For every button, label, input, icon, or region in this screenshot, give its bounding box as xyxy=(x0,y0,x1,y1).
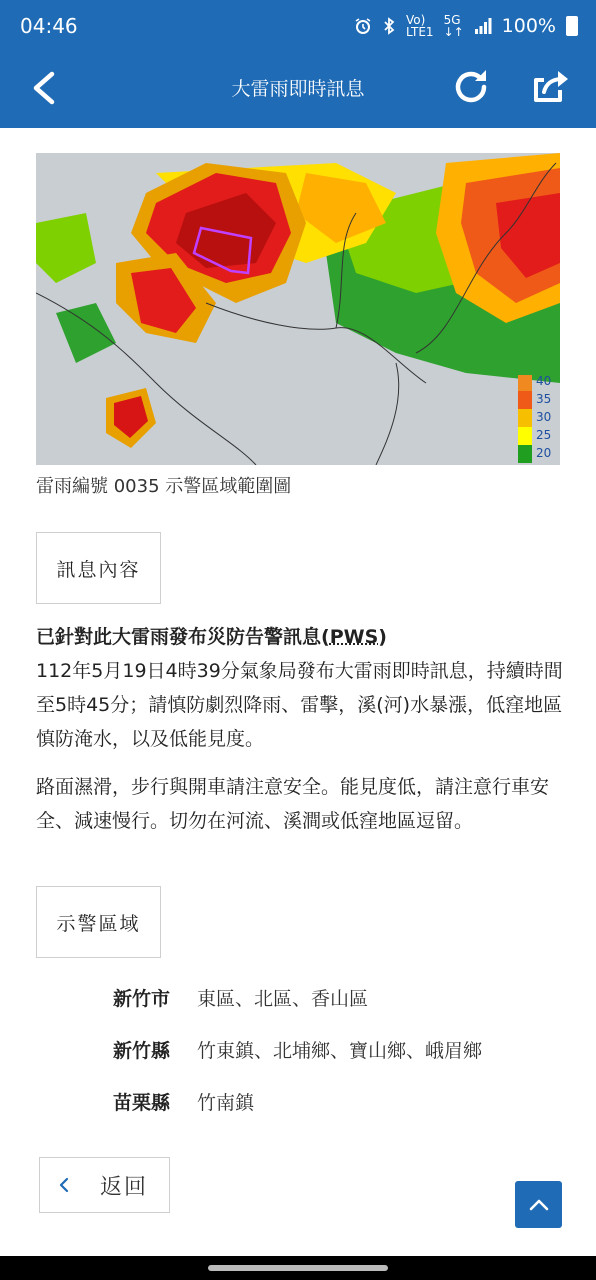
chevron-left-icon xyxy=(56,1177,72,1193)
return-button-label: 返回 xyxy=(100,1174,149,1200)
message-title xyxy=(36,622,387,649)
alarm-icon xyxy=(354,17,372,35)
area-row xyxy=(113,984,573,1011)
message-paragraph-1: 112年5月19日4時39分氣象局發布大雷雨即時訊息，持續時間至5時45分；請慎防劇烈降雨、雷擊，溪(河)水暴漲，低窪地區慎防淹水，以及低能見度。 xyxy=(36,660,563,750)
area-row xyxy=(113,1036,573,1063)
data-arrows-label: ↓↑ xyxy=(443,25,464,39)
scroll-to-top-button[interactable] xyxy=(515,1181,562,1228)
refresh-icon xyxy=(448,64,494,110)
lte-label: LTE1 xyxy=(405,25,434,39)
share-icon xyxy=(530,66,574,110)
battery-icon xyxy=(566,16,578,36)
system-nav-bar xyxy=(0,1256,596,1280)
message-paragraph-2: 路面濕滑，步行與開車請注意安全。能見度低，請注意行車安全、減速慢行。切勿在河流、溪澗或低窪地區逗留。 xyxy=(36,776,550,832)
refresh-button[interactable] xyxy=(448,64,494,110)
legend-label-30: 30 xyxy=(536,410,552,424)
area-county: 新竹縣 xyxy=(113,1040,171,1062)
message-title-prefix: 已針對此大雷雨發布災防告警訊息( xyxy=(36,626,330,648)
volte-indicator xyxy=(406,14,434,38)
section-label-warning-area: 示警區域 xyxy=(36,886,161,958)
status-time: 04:46 xyxy=(20,14,78,38)
share-button[interactable] xyxy=(530,66,574,110)
bluetooth-icon xyxy=(382,17,396,35)
home-gesture-handle[interactable] xyxy=(208,1265,388,1271)
area-row xyxy=(113,1088,573,1115)
area-towns: 竹南鎮 xyxy=(197,1092,255,1114)
area-towns: 竹東鎮、北埔鄉、寶山鄉、峨眉鄉 xyxy=(197,1040,483,1062)
message-title-suffix: ) xyxy=(378,626,387,648)
app-bar xyxy=(0,52,596,128)
battery-percent: 100% xyxy=(501,15,556,37)
return-button[interactable] xyxy=(39,1157,170,1213)
legend-label-20: 20 xyxy=(536,446,552,460)
status-bar xyxy=(0,0,596,52)
radar-caption: 雷雨編號 0035 示警區域範圍圖 xyxy=(36,476,292,497)
network-gen-indicator xyxy=(444,14,464,38)
chevron-up-icon xyxy=(527,1193,551,1217)
legend-label-40: 40 xyxy=(536,374,552,388)
radar-map-graphic xyxy=(36,153,560,465)
pws-abbr: PWS xyxy=(329,626,379,648)
section-label-message: 訊息內容 xyxy=(36,532,161,604)
network-gen-label: 5G xyxy=(443,13,461,27)
page-title: 大雷雨即時訊息 xyxy=(231,78,365,100)
area-towns: 東區、北區、香山區 xyxy=(197,988,369,1010)
legend-label-25: 25 xyxy=(536,428,552,442)
status-icons xyxy=(354,14,578,38)
radar-map-image xyxy=(36,153,560,465)
signal-icon xyxy=(474,18,492,34)
area-county: 新竹市 xyxy=(113,988,171,1010)
legend-label-35: 35 xyxy=(536,392,552,406)
volte-label: Vo) xyxy=(405,13,426,27)
area-county: 苗栗縣 xyxy=(113,1092,171,1114)
